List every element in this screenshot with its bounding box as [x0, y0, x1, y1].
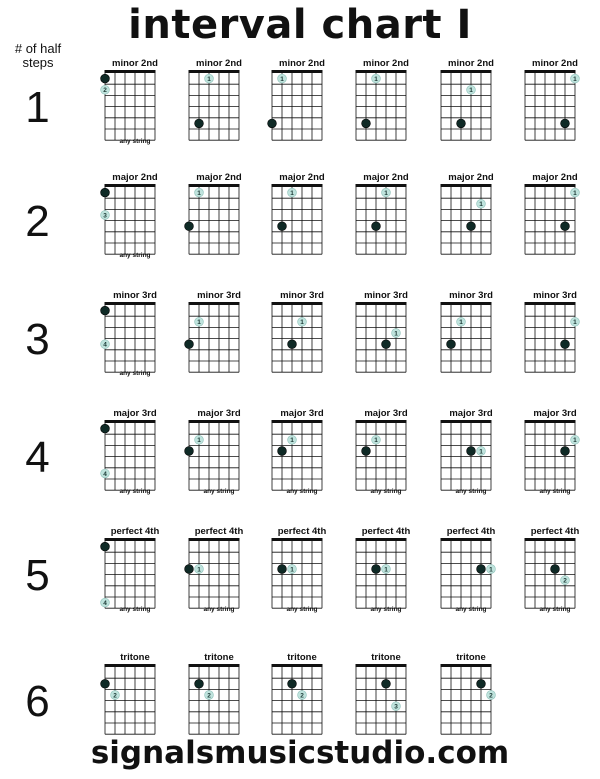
finger-number: 1: [394, 330, 398, 338]
fretboard-diagram: [355, 526, 417, 616]
fretboard-diagram: [524, 526, 586, 616]
interval-name: minor 2nd: [532, 58, 578, 69]
any-string-note: any string: [370, 606, 402, 613]
root-note-dot: [195, 119, 204, 128]
half-step-count: 2: [25, 197, 50, 246]
fretboard-grid: [104, 70, 156, 142]
nut: [356, 420, 407, 423]
finger-number: 1: [479, 201, 483, 209]
finger-number: 4: [103, 599, 107, 607]
finger-number: 1: [489, 566, 493, 574]
root-note-dot: [561, 222, 570, 231]
root-note-dot: [561, 340, 570, 349]
finger-number: 1: [374, 75, 378, 83]
nut: [189, 420, 240, 423]
interval-name: minor 2nd: [279, 58, 325, 69]
finger-number: 1: [197, 319, 201, 327]
root-note-dot: [477, 565, 486, 574]
finger-number: 1: [573, 75, 577, 83]
fretboard-grid: [271, 538, 323, 610]
nut: [441, 538, 492, 541]
any-string-note: any string: [203, 488, 235, 495]
finger-number: 1: [573, 437, 577, 445]
root-note-dot: [101, 188, 110, 197]
fretboard-diagram: [271, 408, 333, 498]
fretboard-diagram: [104, 58, 166, 148]
finger-number: 1: [573, 319, 577, 327]
finger-number: 2: [300, 692, 304, 700]
fretboard-grid: [440, 302, 492, 374]
fretboard-diagram: [524, 58, 586, 148]
interval-name: minor 3rd: [364, 290, 408, 301]
fretboard-grid: [524, 70, 576, 142]
fretboard-diagram: [104, 526, 166, 616]
fretboard-diagram: [188, 652, 250, 742]
fretboard-diagram: [271, 172, 333, 262]
finger-number: 1: [197, 566, 201, 574]
finger-number: 1: [469, 87, 473, 95]
half-step-count: 5: [25, 551, 50, 600]
fretboard-diagram: [188, 58, 250, 148]
finger-number: 1: [384, 189, 388, 197]
interval-name: minor 3rd: [197, 290, 241, 301]
nut: [525, 70, 576, 73]
root-note-dot: [382, 679, 391, 688]
fretboard-grid: [355, 302, 407, 374]
nut: [525, 184, 576, 187]
any-string-note: any string: [119, 252, 151, 259]
finger-number: 2: [113, 692, 117, 700]
interval-name: minor 2nd: [363, 58, 409, 69]
nut: [441, 70, 492, 73]
root-note-dot: [382, 340, 391, 349]
fretboard-diagram: [188, 172, 250, 262]
interval-name: minor 2nd: [112, 58, 158, 69]
interval-name: minor 3rd: [113, 290, 157, 301]
interval-name: minor 2nd: [448, 58, 494, 69]
finger-number: 4: [103, 470, 107, 478]
finger-number: 1: [197, 189, 201, 197]
interval-name: major 3rd: [280, 408, 324, 419]
any-string-note: any string: [286, 488, 318, 495]
interval-name: tritone: [456, 652, 486, 663]
fretboard-grid: [440, 184, 492, 256]
root-note-dot: [467, 447, 476, 456]
nut: [272, 184, 323, 187]
interval-name: major 3rd: [113, 408, 157, 419]
interval-name: tritone: [204, 652, 234, 663]
root-note-dot: [372, 222, 381, 231]
finger-number: 1: [290, 189, 294, 197]
finger-number: 1: [197, 437, 201, 445]
interval-name: major 3rd: [364, 408, 408, 419]
fretboard-grid: [271, 420, 323, 492]
fretboard-grid: [188, 302, 240, 374]
fretboard-grid: [440, 538, 492, 610]
fretboard-grid: [104, 664, 156, 736]
fretboard-grid: [271, 70, 323, 142]
interval-name: major 2nd: [363, 172, 409, 183]
root-note-dot: [185, 447, 194, 456]
nut: [525, 302, 576, 305]
root-note-dot: [457, 119, 466, 128]
interval-name: perfect 4th: [110, 526, 160, 537]
nut: [189, 302, 240, 305]
fretboard-grid: [440, 420, 492, 492]
any-string-note: any string: [455, 488, 487, 495]
interval-name: major 2nd: [532, 172, 578, 183]
fretboard-diagram: [271, 290, 333, 380]
root-note-dot: [288, 679, 297, 688]
root-note-dot: [268, 119, 277, 128]
any-string-note: any string: [455, 606, 487, 613]
fretboard-diagram: [440, 290, 502, 380]
fretboard-diagram: [104, 408, 166, 498]
finger-number: 1: [290, 437, 294, 445]
root-note-dot: [185, 222, 194, 231]
interval-name: perfect 4th: [277, 526, 327, 537]
nut: [441, 664, 492, 667]
nut: [272, 538, 323, 541]
fretboard-grid: [104, 538, 156, 610]
any-string-note: any string: [539, 606, 571, 613]
root-note-dot: [185, 565, 194, 574]
fretboard-grid: [188, 664, 240, 736]
interval-name: minor 3rd: [449, 290, 493, 301]
nut: [272, 420, 323, 423]
root-note-dot: [372, 565, 381, 574]
fretboard-diagram: [271, 526, 333, 616]
fretboard-diagram: [524, 408, 586, 498]
root-note-dot: [362, 447, 371, 456]
root-note-dot: [362, 119, 371, 128]
interval-name: perfect 4th: [194, 526, 244, 537]
finger-number: 1: [280, 75, 284, 83]
nut: [189, 538, 240, 541]
finger-number: 1: [573, 189, 577, 197]
interval-name: major 2nd: [279, 172, 325, 183]
fretboard-grid: [524, 184, 576, 256]
fretboard-diagram: [271, 652, 333, 742]
root-note-dot: [101, 542, 110, 551]
half-step-count: 3: [25, 315, 50, 364]
fretboard-diagram: [355, 58, 417, 148]
nut: [356, 70, 407, 73]
interval-name: perfect 4th: [361, 526, 411, 537]
half-step-count: 1: [25, 83, 50, 132]
fretboard-grid: [524, 302, 576, 374]
nut: [272, 302, 323, 305]
finger-number: 2: [207, 692, 211, 700]
half-step-count: 4: [25, 433, 50, 482]
root-note-dot: [561, 119, 570, 128]
fretboard-diagram: [440, 526, 502, 616]
nut: [105, 184, 156, 187]
fretboard-diagram: [104, 172, 166, 262]
fretboard-diagram: [355, 652, 417, 742]
root-note-dot: [278, 222, 287, 231]
half-steps-axis-label: # of half steps: [14, 41, 62, 70]
root-note-dot: [447, 340, 456, 349]
fretboard-grid: [524, 420, 576, 492]
finger-number: 1: [300, 319, 304, 327]
any-string-note: any string: [119, 488, 151, 495]
nut: [525, 538, 576, 541]
fretboard-diagram: [104, 652, 166, 742]
fretboard-grid: [188, 184, 240, 256]
interval-name: tritone: [120, 652, 150, 663]
root-note-dot: [477, 679, 486, 688]
finger-number: 3: [103, 212, 107, 220]
nut: [356, 184, 407, 187]
finger-number: 1: [384, 566, 388, 574]
nut: [189, 664, 240, 667]
any-string-note: any string: [539, 488, 571, 495]
root-note-dot: [288, 340, 297, 349]
fretboard-grid: [355, 184, 407, 256]
fretboard-grid: [271, 184, 323, 256]
any-string-note: any string: [119, 138, 151, 145]
fretboard-grid: [355, 70, 407, 142]
nut: [105, 302, 156, 305]
root-note-dot: [278, 565, 287, 574]
fretboard-grid: [524, 538, 576, 610]
fretboard-grid: [440, 70, 492, 142]
finger-number: 2: [489, 692, 493, 700]
fretboard-grid: [355, 664, 407, 736]
root-note-dot: [185, 340, 194, 349]
nut: [105, 420, 156, 423]
fretboard-grid: [188, 420, 240, 492]
fretboard-grid: [188, 538, 240, 610]
finger-number: 1: [374, 437, 378, 445]
fretboard-diagram: [524, 172, 586, 262]
fretboard-grid: [104, 420, 156, 492]
interval-name: major 3rd: [533, 408, 577, 419]
interval-name: major 3rd: [197, 408, 241, 419]
fretboard-grid: [271, 302, 323, 374]
fretboard-diagram: [104, 290, 166, 380]
finger-number: 4: [103, 341, 107, 349]
fretboard-grid: [355, 420, 407, 492]
root-note-dot: [101, 306, 110, 315]
nut: [272, 664, 323, 667]
nut: [356, 538, 407, 541]
interval-name: minor 3rd: [280, 290, 324, 301]
nut: [272, 70, 323, 73]
nut: [189, 184, 240, 187]
finger-number: 1: [290, 566, 294, 574]
fretboard-diagram: [188, 290, 250, 380]
fretboard-diagram: [188, 408, 250, 498]
page-title: interval chart I: [128, 2, 472, 48]
fretboard-grid: [355, 538, 407, 610]
fretboard-diagram: [271, 58, 333, 148]
interval-name: perfect 4th: [530, 526, 580, 537]
half-step-count: 6: [25, 677, 50, 726]
root-note-dot: [278, 447, 287, 456]
nut: [356, 302, 407, 305]
interval-name: tritone: [287, 652, 317, 663]
nut: [105, 664, 156, 667]
interval-name: major 2nd: [448, 172, 494, 183]
nut: [189, 70, 240, 73]
any-string-note: any string: [119, 606, 151, 613]
interval-name: minor 2nd: [196, 58, 242, 69]
nut: [105, 538, 156, 541]
nut: [441, 302, 492, 305]
fretboard-diagram: [524, 290, 586, 380]
nut: [441, 184, 492, 187]
fretboard-grid: [104, 302, 156, 374]
fretboard-diagram: [355, 172, 417, 262]
finger-number: 1: [459, 319, 463, 327]
any-string-note: any string: [203, 606, 235, 613]
root-note-dot: [101, 74, 110, 83]
interval-name: tritone: [371, 652, 401, 663]
fretboard-diagram: [440, 408, 502, 498]
fretboard-grid: [188, 70, 240, 142]
fretboard-diagram: [188, 526, 250, 616]
nut: [525, 420, 576, 423]
finger-number: 1: [479, 448, 483, 456]
any-string-note: any string: [370, 488, 402, 495]
fretboard-grid: [440, 664, 492, 736]
any-string-note: any string: [119, 370, 151, 377]
nut: [441, 420, 492, 423]
fretboard-diagram: [355, 408, 417, 498]
interval-name: perfect 4th: [446, 526, 496, 537]
root-note-dot: [467, 222, 476, 231]
root-note-dot: [561, 447, 570, 456]
fretboard-diagram: [440, 652, 502, 742]
nut: [356, 664, 407, 667]
root-note-dot: [551, 565, 560, 574]
nut: [105, 70, 156, 73]
footer-website: signalsmusicstudio.com: [90, 735, 510, 771]
fretboard-diagram: [355, 290, 417, 380]
interval-name: major 3rd: [449, 408, 493, 419]
fretboard-diagram: [440, 172, 502, 262]
finger-number: 2: [563, 577, 567, 585]
root-note-dot: [101, 679, 110, 688]
root-note-dot: [195, 679, 204, 688]
interval-name: minor 3rd: [533, 290, 577, 301]
interval-name: major 2nd: [196, 172, 242, 183]
fretboard-diagram: [440, 58, 502, 148]
finger-number: 2: [103, 87, 107, 95]
fretboard-grid: [271, 664, 323, 736]
fretboard-grid: [104, 184, 156, 256]
interval-name: major 2nd: [112, 172, 158, 183]
finger-number: 1: [207, 75, 211, 83]
finger-number: 3: [394, 703, 398, 711]
any-string-note: any string: [286, 606, 318, 613]
root-note-dot: [101, 424, 110, 433]
